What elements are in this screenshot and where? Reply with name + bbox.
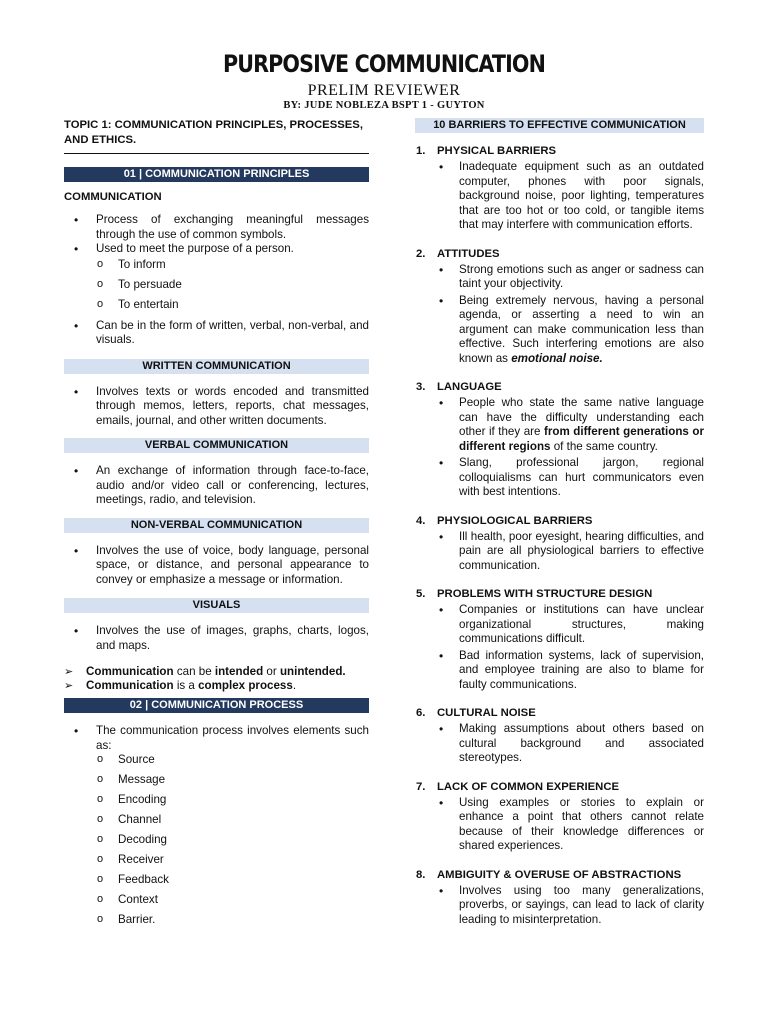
list-item: • Involves texts or words encoded and transmitted through memos, letters, reports, chat messages, emails, journal, and other written documents. [64,385,369,429]
barrier-item [415,247,704,367]
author-byline: BY: JUDE NOBLEZA BSPT 1 - GUYTON [283,100,485,111]
left-column [64,118,369,927]
communication-heading: COMMUNICATION [64,191,162,203]
topic-heading: TOPIC 1: COMMUNICATION PRINCIPLES, PROCESSES, AND ETHICS. [64,118,369,154]
document-subtitle: PRELIM REVIEWER [307,82,461,99]
barrier-heading: 5. PROBLEMS WITH STRUCTURE DESIGN [416,588,653,600]
list-item: • Strong emotions such as anger or sadness can taint your objectivity. [415,263,704,292]
communication-list [64,213,369,257]
barriers-list [415,144,704,927]
list-item: o To inform [64,258,369,272]
list-item: • Involves the use of voice, body language, personal space, or distance, and personal appearance to convey or emphasize a message or information. [64,544,369,588]
barrier-heading: 1. PHYSICAL BARRIERS [416,145,557,157]
section-bar-principles: 01 | COMMUNICATION PRINCIPLES [64,167,369,182]
list-item: • An exchange of information through face-to-face, audio and/or video call or conferencing, lectures, meetings, radio, and television. [64,464,369,508]
forms-list [64,319,369,348]
barrier-heading: 6. CULTURAL NOISE [416,707,536,719]
section-bar-nonverbal: NON-VERBAL COMMUNICATION [64,518,369,533]
arrow-note-complex: ➢ Communication is a complex process. [64,679,369,693]
list-item: o Source [64,753,369,767]
list-item: • Being extremely nervous, having a personal agenda, or asserting a need to win an argument can make communication less than effective. Such interfering emotions are also known as emotional noise. [415,294,704,367]
barrier-item [415,706,704,766]
list-item: • Inadequate equipment such as an outdated computer, phones with poor signals, background noise, poor lighting, temperatures that are too hot or too cold, or tangible items that may interfere with communication efforts. [415,160,704,233]
barrier-heading: 2. ATTITUDES [416,247,500,260]
list-item: o Barrier. [64,913,369,927]
section-bar-process: 02 | COMMUNICATION PROCESS [64,698,369,713]
written-list [64,385,369,429]
process-elements-list [64,753,369,927]
list-item: o Context [64,893,369,907]
barrier-heading: 8. AMBIGUITY & OVERUSE OF ABSTRACTIONS [416,868,682,881]
barrier-item [415,780,704,854]
list-item: o Decoding [64,833,369,847]
list-item: o Receiver [64,853,369,867]
barrier-item [415,868,704,928]
list-item: • Companies or institutions can have unclear organizational structures, making communications difficult. [415,603,704,647]
barrier-item [415,587,704,692]
list-item: • Involves using too many generalizations, proverbs, or sayings, can lead to lack of clarity leading to misinterpretation. [415,884,704,928]
list-item: o Channel [64,813,369,827]
list-item: • Can be in the form of written, verbal, non-verbal, and visuals. [64,319,369,348]
barrier-heading: 7. LACK OF COMMON EXPERIENCE [416,780,620,793]
section-bar-verbal: VERBAL COMMUNICATION [64,438,369,453]
list-item: o Encoding [64,793,369,807]
list-item: • Slang, professional jargon, regional colloquialisms can hurt communicators even with best intentions. [415,456,704,500]
visuals-list [64,624,369,653]
section-bar-barriers: 10 BARRIERS TO EFFECTIVE COMMUNICATION [415,118,704,133]
list-item: • The communication process involves elements such as: [64,724,369,753]
nonverbal-list [64,544,369,588]
list-item: o To persuade [64,278,369,292]
process-list [64,724,369,753]
list-item: • Involves the use of images, graphs, charts, logos, and maps. [64,624,369,653]
list-item: • Using examples or stories to explain or enhance a point that others cannot relate because of their knowledge differences or shared experiences. [415,796,704,854]
barrier-item [415,144,704,233]
arrow-note-intended: ➢ Communication can be intended or unintended. [64,665,369,679]
list-item: • Used to meet the purpose of a person. [64,242,369,257]
list-item: o To entertain [64,298,369,312]
list-item: • Process of exchanging meaningful messages through the use of common symbols. [64,213,369,242]
barrier-item [415,514,704,574]
purpose-list [64,258,369,312]
list-item: o Message [64,773,369,787]
barrier-heading: 4. PHYSIOLOGICAL BARRIERS [416,514,593,527]
list-item: • Bad information systems, lack of supervision, and employee training are also to blame for faulty communications. [415,649,704,693]
barrier-item [415,380,704,500]
section-bar-written: WRITTEN COMMUNICATION [64,359,369,374]
document-title: PURPOSIVE COMMUNICATION [222,50,546,78]
verbal-list [64,464,369,508]
list-item: • Making assumptions about others based on cultural background and associated stereotypes. [415,722,704,766]
section-bar-visuals: VISUALS [64,598,369,613]
right-column [415,118,704,927]
barrier-heading: 3. LANGUAGE [416,381,502,393]
list-item: o Feedback [64,873,369,887]
list-item: • People who state the same native language can have the difficulty understanding each other if they are from different generations or different regions of the same country. [415,396,704,454]
list-item: • Ill health, poor eyesight, hearing difficulties, and pain are all physiological barriers to effective communication. [415,530,704,574]
